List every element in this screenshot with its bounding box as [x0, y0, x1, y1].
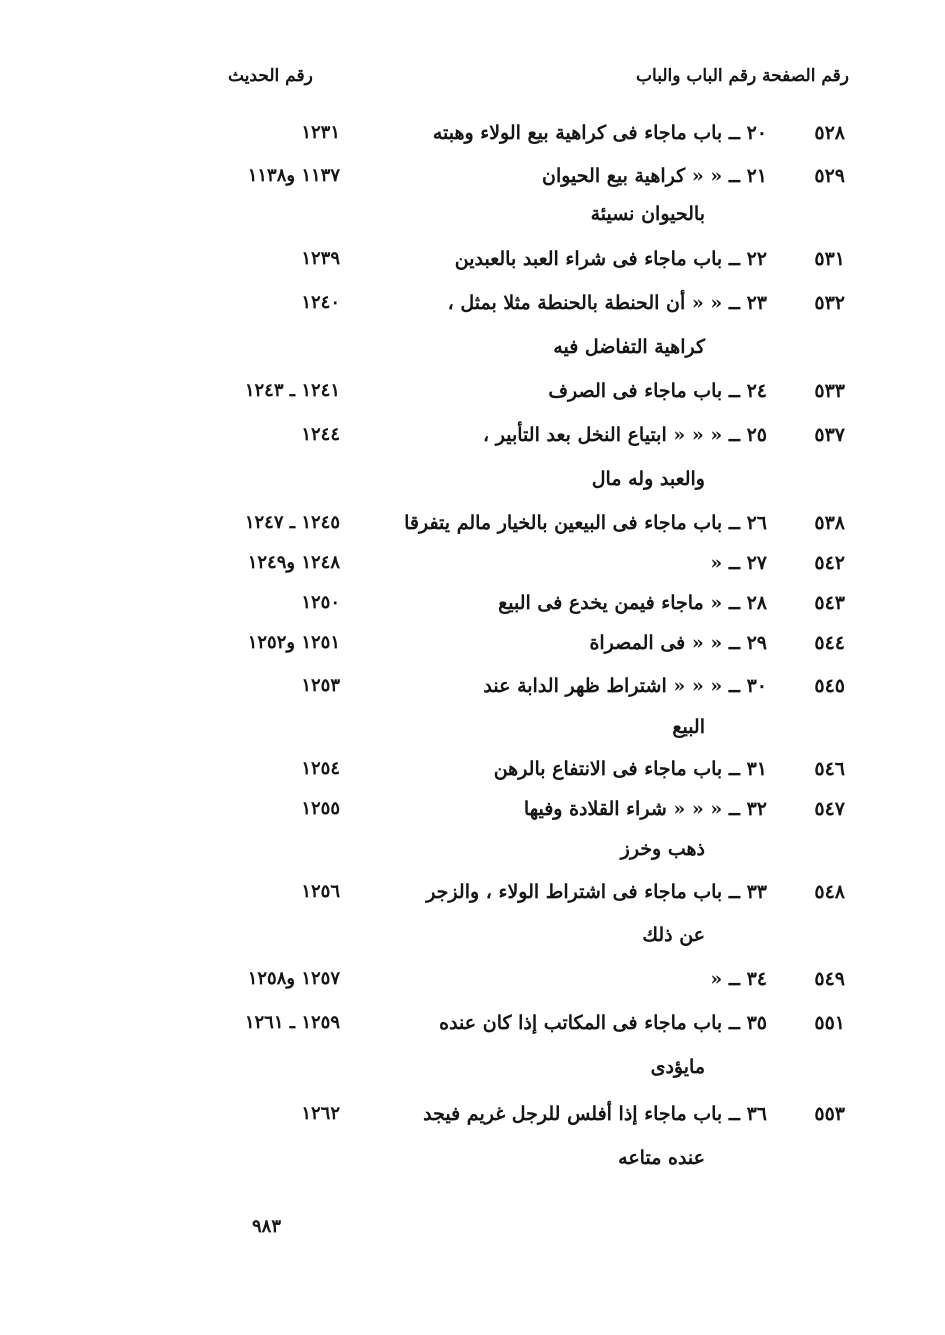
- index-row: [0, 292, 945, 322]
- row-hadith-number: ١٢٣٩: [301, 248, 340, 269]
- index-row: [0, 632, 945, 662]
- row-page-number: ٥٣٣: [814, 380, 845, 402]
- row-hadith-number: ١٢٥١ و١٢٥٢: [247, 632, 340, 653]
- index-row-continuation: [0, 924, 945, 954]
- row-page-number: ٥٢٩: [814, 165, 845, 187]
- index-row: [0, 380, 945, 410]
- row-page-number: ٥٤٦: [814, 758, 845, 780]
- row-page-number: ٥٤٨: [814, 881, 845, 903]
- row-page-number: ٥٤٢: [814, 552, 845, 574]
- row-hadith-number: ١٢٥٠: [301, 592, 340, 613]
- row-page-number: ٥٣٧: [814, 424, 845, 446]
- row-chapter-title: ٣١ ــ باب ماجاء فى الانتفاع بالرهن: [493, 758, 767, 780]
- row-chapter-title: ٢٤ ــ باب ماجاء فى الصرف: [548, 380, 767, 402]
- index-row-continuation: [0, 716, 945, 746]
- index-row-continuation: [0, 203, 945, 233]
- row-page-number: ٥٣١: [814, 248, 845, 270]
- row-hadith-number: ١٢٤١ ـ ١٢٤٣: [244, 380, 340, 401]
- row-chapter-title: ٢٨ ــ « ماجاء فيمن يخدع فى البيع: [498, 592, 767, 614]
- index-row: [0, 122, 945, 152]
- index-row: [0, 758, 945, 788]
- row-page-number: ٥٤٩: [814, 968, 845, 990]
- row-chapter-title: ٢٢ ــ باب ماجاء فى شراء العبد بالعبدين: [454, 248, 767, 270]
- row-chapter-title: ٣٦ ــ باب ماجاء إذا أفلس للرجل غريم فيجد: [423, 1103, 767, 1125]
- row-hadith-number: ١٢٤٠: [301, 292, 340, 313]
- row-chapter-title: مايؤدى: [650, 1056, 705, 1078]
- index-row: [0, 968, 945, 998]
- row-page-number: ٥٤٤: [814, 632, 845, 654]
- row-chapter-title: ٢٧ ــ «: [710, 552, 767, 574]
- row-chapter-title: ٢١ ــ « « كراهية بيع الحيوان: [542, 165, 767, 187]
- index-row: [0, 552, 945, 582]
- header-page-chapter-label: رقم الصفحة رقم الباب والباب: [636, 66, 849, 86]
- row-hadith-number: ١٢٤٨ و١٢٤٩: [247, 552, 340, 573]
- page-number: ٩٨٣: [252, 1216, 282, 1237]
- row-chapter-title: عن ذلك: [642, 924, 705, 946]
- row-chapter-title: بالحيوان نسيئة: [590, 203, 705, 225]
- row-page-number: ٥٤٣: [814, 592, 845, 614]
- row-page-number: ٥٣٢: [814, 292, 845, 314]
- row-hadith-number: ١٢٥٤: [301, 758, 340, 779]
- index-row: [0, 1103, 945, 1133]
- row-chapter-title: ٣٢ ــ « « « شراء القلادة وفيها: [523, 798, 767, 820]
- row-hadith-number: ١٢٤٥ ـ ١٢٤٧: [244, 512, 340, 533]
- row-hadith-number: ١٢٦٢: [301, 1103, 340, 1124]
- row-page-number: ٥٤٧: [814, 798, 845, 820]
- row-hadith-number: ١٢٥٧ و١٢٥٨: [247, 968, 340, 989]
- row-chapter-title: ٢٦ ــ باب ماجاء فى البيعين بالخيار مالم يتفرقا: [404, 512, 767, 534]
- row-chapter-title: كراهية التفاضل فيه: [553, 336, 705, 358]
- row-hadith-number: ١٢٥٥: [301, 798, 340, 819]
- row-hadith-number: ١٢٥٣: [301, 675, 340, 696]
- row-chapter-title: ٣٤ ــ «: [710, 968, 767, 990]
- row-hadith-number: ١٢٣١: [301, 122, 340, 143]
- index-row: [0, 165, 945, 195]
- row-hadith-number: ١١٣٧ و١١٣٨: [247, 165, 340, 186]
- index-row-continuation: [0, 1056, 945, 1086]
- row-page-number: ٥٢٨: [814, 122, 845, 144]
- index-row: [0, 592, 945, 622]
- row-page-number: ٥٥١: [814, 1012, 845, 1034]
- row-page-number: ٥٣٨: [814, 512, 845, 534]
- row-chapter-title: ذهب وخرز: [620, 838, 705, 860]
- index-row-continuation: [0, 838, 945, 868]
- row-page-number: ٥٥٣: [814, 1103, 845, 1125]
- row-hadith-number: ١٢٥٦: [301, 881, 340, 902]
- row-chapter-title: ٢٩ ــ « « فى المصراة: [589, 632, 767, 654]
- index-row: [0, 512, 945, 542]
- row-page-number: ٥٤٥: [814, 675, 845, 697]
- row-chapter-title: ٣٠ ــ « « « اشتراط ظهر الدابة عند: [483, 675, 767, 697]
- index-row: [0, 1012, 945, 1042]
- index-row: [0, 424, 945, 454]
- index-row: [0, 248, 945, 278]
- row-chapter-title: البيع: [672, 716, 705, 738]
- row-chapter-title: ٢٥ ــ « « « ابتياع النخل بعد التأبير ،: [483, 424, 767, 446]
- index-row-continuation: [0, 468, 945, 498]
- row-chapter-title: ٣٣ ــ باب ماجاء فى اشتراط الولاء ، والزجر: [426, 881, 767, 903]
- row-chapter-title: عنده متاعه: [618, 1147, 705, 1169]
- row-hadith-number: ١٢٥٩ ـ ١٢٦١: [244, 1012, 340, 1033]
- header-hadith-label: رقم الحديث: [228, 66, 313, 86]
- row-chapter-title: ٢٣ ــ « « أن الحنطة بالحنطة مثلا بمثل ،: [447, 292, 767, 314]
- row-chapter-title: ٣٥ ــ باب ماجاء فى المكاتب إذا كان عنده: [439, 1012, 767, 1034]
- row-hadith-number: ١٢٤٤: [301, 424, 340, 445]
- index-row-continuation: [0, 1147, 945, 1177]
- index-row: [0, 675, 945, 705]
- index-row: [0, 881, 945, 911]
- index-row-continuation: [0, 336, 945, 366]
- row-chapter-title: والعبد وله مال: [591, 468, 705, 490]
- index-row: [0, 798, 945, 828]
- row-chapter-title: ٢٠ ــ باب ماجاء فى كراهية بيع الولاء وهبته: [432, 122, 767, 144]
